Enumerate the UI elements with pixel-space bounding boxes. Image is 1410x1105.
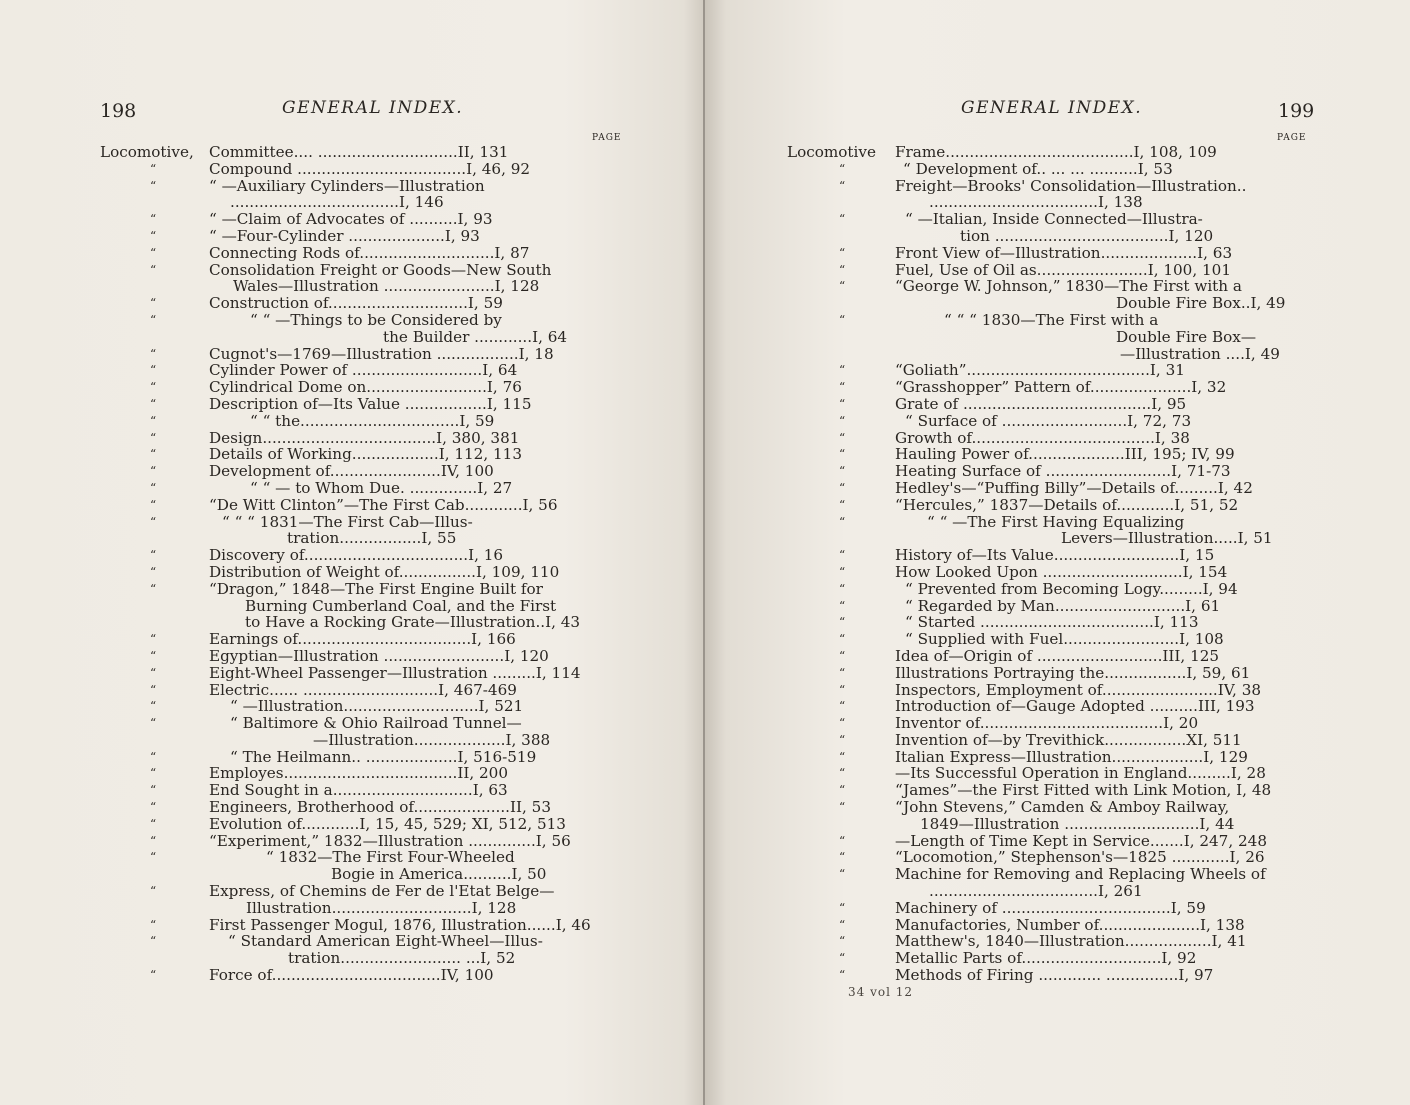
index-entry <box>100 362 626 379</box>
index-entry <box>100 765 626 782</box>
entry-line: Connecting Rods of............................I, 87 <box>209 244 530 262</box>
entry-line: “ —Claim of Advocates of ..........I, 93 <box>209 211 493 228</box>
index-entry <box>100 514 626 548</box>
entry-line: Employes....................................II, 200 <box>209 765 509 783</box>
entry-line: Italian Express—Illustration...................I, 129 <box>895 748 1248 766</box>
entry-line: “ —Illustration............................I, 521 <box>230 698 524 716</box>
index-entry <box>787 430 1305 447</box>
signature-mark: 34 vol 12 <box>848 985 914 999</box>
entry-line: History of—Its Value..........................I, 15 <box>895 547 1215 564</box>
entry-line: Manufactories, Number of.....................I, 138 <box>895 916 1245 934</box>
ditto-mark: “ <box>150 346 157 361</box>
index-entry <box>100 497 626 514</box>
entry-line: Compound ...................................I, 46, 92 <box>209 160 531 178</box>
index-entry <box>787 463 1305 480</box>
entry-line: Idea of—Origin of ..........................III, 125 <box>895 647 1220 665</box>
index-entry <box>787 715 1305 732</box>
entry-line: Hauling Power of....................III, 195; IV, 99 <box>895 446 1235 464</box>
entry-line: Description of—Its Value .................I, 115 <box>209 395 532 413</box>
ditto-mark: “ <box>150 934 157 949</box>
entry-line: How Looked Upon .............................I, 154 <box>895 563 1228 581</box>
entry-line: “Dragon,” 1848—The First Engine Built for <box>209 580 543 598</box>
entry-line: Electric...... ............................I, 467-469 <box>209 681 517 699</box>
entry-line: “ Started ....................................I, 113 <box>905 614 1199 632</box>
entry-line: Bogie in America..........I, 50 <box>331 866 547 884</box>
entry-line: “John Stevens,” Camden & Amboy Railway, <box>895 799 1230 816</box>
index-entry <box>787 514 1305 548</box>
ditto-mark: “ <box>839 900 846 915</box>
entry-line: “ “ — to Whom Due. ..............I, 27 <box>250 479 513 497</box>
index-entry <box>100 849 626 883</box>
index-entry <box>787 497 1305 514</box>
entry-line: End Sought in a.............................I, 63 <box>209 782 508 800</box>
index-entry <box>787 178 1305 212</box>
index-entry <box>100 346 626 363</box>
entry-line: —Its Successful Operation in England.........I, 28 <box>895 765 1266 783</box>
ditto-mark: “ <box>150 648 157 663</box>
ditto-mark: “ <box>150 178 157 193</box>
index-entry <box>100 749 626 766</box>
entry-line: —Illustration ....I, 49 <box>1120 345 1280 363</box>
index-entry <box>100 480 626 497</box>
index-entry <box>100 463 626 480</box>
ditto-mark: “ <box>150 699 157 714</box>
entry-line: “ Regarded by Man...........................I, 61 <box>905 597 1221 615</box>
ditto-mark: “ <box>150 800 157 815</box>
ditto-mark: “ <box>839 833 846 848</box>
index-entry <box>787 950 1305 967</box>
index-entry <box>787 833 1305 850</box>
entry-line: Evolution of............I, 15, 45, 529; XI, 512, 513 <box>209 815 566 833</box>
ditto-mark: “ <box>150 665 157 680</box>
ditto-mark: “ <box>839 464 846 479</box>
index-entries <box>787 144 1305 984</box>
index-entry <box>100 446 626 463</box>
entry-line: Illustrations Portraying the.................I, 59, 61 <box>895 664 1251 682</box>
ditto-mark: “ <box>839 800 846 815</box>
entry-line: Eight-Wheel Passenger—Illustration .........I, 114 <box>209 664 581 682</box>
ditto-mark: “ <box>839 598 846 613</box>
ditto-mark: “ <box>150 564 157 579</box>
index-entry <box>787 581 1305 598</box>
entry-line: “Locomotion,” Stephenson's—1825 ............I, 26 <box>895 849 1265 867</box>
index-entry <box>787 849 1305 866</box>
index-entry <box>787 245 1305 262</box>
entry-line: Double Fire Box..I, 49 <box>1116 295 1286 312</box>
entry-line: Inspectors, Employment of........................IV, 38 <box>895 681 1262 699</box>
ditto-mark: “ <box>150 682 157 697</box>
entry-line: ...................................I, 138 <box>929 194 1143 212</box>
ditto-mark: “ <box>150 262 157 277</box>
index-entries <box>100 144 626 984</box>
index-entry <box>787 749 1305 766</box>
ditto-mark: “ <box>150 632 157 647</box>
entry-line: Inventor of......................................I, 20 <box>895 715 1199 732</box>
entry-line: Double Fire Box— <box>1116 328 1257 346</box>
ditto-mark: “ <box>150 245 157 260</box>
entry-line: “Experiment,” 1832—Illustration ..............I, 56 <box>209 832 571 850</box>
running-head: GENERAL INDEX. <box>282 98 464 118</box>
index-entry <box>787 144 1305 161</box>
ditto-mark: “ <box>839 396 846 411</box>
index-entry <box>787 446 1305 463</box>
ditto-mark: “ <box>839 430 846 445</box>
ditto-mark: “ <box>839 380 846 395</box>
index-entry <box>100 564 626 581</box>
ditto-mark: “ <box>150 833 157 848</box>
index-entry <box>100 228 626 245</box>
ditto-mark: “ <box>839 279 846 294</box>
ditto-mark: “ <box>839 178 846 193</box>
index-entry <box>100 262 626 296</box>
index-entry <box>100 833 626 850</box>
ditto-mark: “ <box>150 296 157 311</box>
entry-line: “ The Heilmann.. ...................I, 516-519 <box>230 748 537 766</box>
index-entry <box>787 648 1305 665</box>
index-entry <box>787 765 1305 782</box>
ditto-mark: “ <box>150 464 157 479</box>
ditto-mark: “ <box>150 396 157 411</box>
ditto-mark: “ <box>839 867 846 882</box>
ditto-mark: “ <box>839 648 846 663</box>
ditto-mark: “ <box>150 212 157 227</box>
ditto-mark: “ <box>839 447 846 462</box>
ditto-mark: “ <box>150 749 157 764</box>
entry-line: “ “ “ 1831—The First Cab—Illus- <box>222 513 473 531</box>
ditto-mark: “ <box>839 716 846 731</box>
index-entry <box>100 379 626 396</box>
entry-line: “George W. Johnson,” 1830—The First with a <box>895 278 1242 296</box>
ditto-mark: “ <box>839 514 846 529</box>
ditto-mark: “ <box>839 413 846 428</box>
entry-line: Discovery of..................................I, 16 <box>209 547 504 564</box>
ditto-mark: “ <box>839 934 846 949</box>
ditto-mark: “ <box>839 245 846 260</box>
ditto-mark: “ <box>839 682 846 697</box>
ditto-mark: “ <box>839 212 846 227</box>
entry-line: “ “ —Things to be Considered by <box>250 311 502 329</box>
entry-line: Design....................................I, 380, 381 <box>209 429 520 447</box>
index-entry <box>100 312 626 346</box>
ditto-mark: “ <box>839 564 846 579</box>
entry-line: “Grasshopper” Pattern of.....................I, 32 <box>895 379 1227 396</box>
entry-line: Methods of Firing ............. ...............I, 97 <box>895 967 1214 984</box>
entry-line: Growth of......................................I, 38 <box>895 429 1190 447</box>
ditto-mark: “ <box>839 480 846 495</box>
index-entry <box>100 211 626 228</box>
ditto-mark: “ <box>839 312 846 327</box>
index-entry <box>787 967 1305 984</box>
entry-line: Consolidation Freight or Goods—New South <box>209 261 552 279</box>
ditto-mark: “ <box>150 380 157 395</box>
index-entry <box>100 665 626 682</box>
entry-line: Heating Surface of ..........................I, 71-73 <box>895 463 1231 480</box>
ditto-mark: “ <box>150 850 157 865</box>
entry-line: “ —Italian, Inside Connected—Illustra- <box>905 211 1203 228</box>
entry-line: Committee.... .............................II, 131 <box>209 144 509 161</box>
index-entry <box>100 295 626 312</box>
entry-line: Matthew's, 1840—Illustration..................I, 41 <box>895 933 1247 951</box>
entry-line: ...................................I, 146 <box>230 194 444 212</box>
ditto-mark: “ <box>150 581 157 596</box>
index-entry <box>787 564 1305 581</box>
index-entry <box>787 161 1305 178</box>
index-entry <box>100 967 626 984</box>
entry-line: Machinery of ...................................I, 59 <box>895 899 1206 917</box>
index-entry <box>787 665 1305 682</box>
index-entry <box>787 799 1305 833</box>
ditto-mark: “ <box>839 615 846 630</box>
entry-line: Distribution of Weight of................I, 109, 110 <box>209 563 560 581</box>
index-entry <box>787 396 1305 413</box>
ditto-mark: “ <box>150 514 157 529</box>
entry-line: tion ....................................I, 120 <box>960 227 1214 245</box>
index-entry <box>787 362 1305 379</box>
entry-line: Invention of—by Trevithick.................XI, 511 <box>895 731 1242 749</box>
entry-line: “ “ “ 1830—The First with a <box>944 311 1159 329</box>
entry-line: Fuel, Use of Oil as.......................I, 100, 101 <box>895 261 1231 279</box>
entry-line: Cylinder Power of ...........................I, 64 <box>209 362 518 380</box>
entry-line: Burning Cumberland Coal, and the First <box>245 597 557 615</box>
ditto-mark: “ <box>839 850 846 865</box>
ditto-mark: “ <box>839 262 846 277</box>
index-entry <box>100 144 626 161</box>
index-entry <box>100 245 626 262</box>
index-entry <box>100 430 626 447</box>
index-entry <box>100 547 626 564</box>
ditto-mark: “ <box>839 732 846 747</box>
entry-line: “ —Four-Cylinder ....................I, 93 <box>209 227 480 245</box>
index-entry <box>787 682 1305 699</box>
ditto-mark: “ <box>839 363 846 378</box>
page-column-label: PAGE <box>592 133 622 143</box>
entry-line: “ Baltimore & Ohio Railroad Tunnel— <box>230 715 522 732</box>
entry-line: Express, of Chemins de Fer de l'Etat Belge— <box>209 883 555 900</box>
entry-line: “ —Auxiliary Cylinders—Illustration <box>209 177 485 195</box>
page-number: 198 <box>100 100 137 122</box>
ditto-mark: “ <box>150 312 157 327</box>
index-entry <box>100 883 626 917</box>
entry-line: Machine for Removing and Replacing Wheels of <box>895 866 1266 884</box>
entry-line: ...................................I, 261 <box>929 883 1143 900</box>
entry-line: Introduction of—Gauge Adopted ..........III, 193 <box>895 698 1255 716</box>
ditto-mark: “ <box>839 917 846 932</box>
index-entry <box>100 648 626 665</box>
ditto-mark: “ <box>839 699 846 714</box>
entry-line: Force of...................................IV, 100 <box>209 967 494 984</box>
entry-line: Development of.......................IV, 100 <box>209 463 494 480</box>
ditto-mark: “ <box>150 816 157 831</box>
page-number: 199 <box>1278 100 1315 122</box>
entry-line: “ Supplied with Fuel........................I, 108 <box>905 631 1224 648</box>
entry-line: “ Standard American Eight-Wheel—Illus- <box>228 933 543 951</box>
ditto-mark: “ <box>839 749 846 764</box>
entry-heading: Locomotive <box>787 143 876 161</box>
index-entry <box>787 278 1305 312</box>
index-entry <box>787 262 1305 279</box>
index-entry <box>787 900 1305 917</box>
ditto-mark: “ <box>150 766 157 781</box>
ditto-mark: “ <box>839 665 846 680</box>
index-entry <box>100 715 626 749</box>
index-entry <box>787 480 1305 497</box>
index-entry <box>100 413 626 430</box>
ditto-mark: “ <box>839 766 846 781</box>
ditto-mark: “ <box>839 632 846 647</box>
ditto-mark: “ <box>150 548 157 563</box>
index-entry <box>787 866 1305 900</box>
index-entry <box>787 917 1305 934</box>
index-entry <box>100 782 626 799</box>
entry-line: Details of Working..................I, 112, 113 <box>209 446 522 464</box>
entry-line: Cylindrical Dome on.........................I, 76 <box>209 379 522 396</box>
entry-line: Cugnot's—1769—Illustration .................I, 18 <box>209 345 554 363</box>
ditto-mark: “ <box>150 430 157 445</box>
ditto-mark: “ <box>839 161 846 176</box>
entry-line: “ “ the.................................I, 59 <box>250 412 495 430</box>
index-entry <box>100 917 626 934</box>
entry-line: Earnings of....................................I, 166 <box>209 631 516 648</box>
index-entry <box>787 413 1305 430</box>
ditto-mark: “ <box>150 497 157 512</box>
index-entry <box>100 178 626 212</box>
entry-line: Grate of .......................................I, 95 <box>895 395 1187 413</box>
index-entry <box>787 782 1305 799</box>
index-entry <box>787 732 1305 749</box>
index-entry <box>787 614 1305 631</box>
index-entry <box>787 698 1305 715</box>
entry-line: Illustration.............................I, 128 <box>246 899 517 917</box>
ditto-mark: “ <box>150 917 157 932</box>
index-entry <box>100 698 626 715</box>
ditto-mark: “ <box>150 716 157 731</box>
index-entry <box>787 547 1305 564</box>
running-head: GENERAL INDEX. <box>961 98 1143 118</box>
ditto-mark: “ <box>150 968 157 983</box>
ditto-mark: “ <box>150 161 157 176</box>
ditto-mark: “ <box>150 480 157 495</box>
index-entry <box>100 581 626 631</box>
entry-line: —Illustration...................I, 388 <box>313 731 551 749</box>
index-entry <box>100 816 626 833</box>
entry-line: tration......................... ...I, 52 <box>288 950 516 968</box>
index-entry <box>787 312 1305 362</box>
entry-line: Levers—Illustration.....I, 51 <box>1061 530 1273 548</box>
entry-line: Construction of.............................I, 59 <box>209 295 503 312</box>
index-entry <box>787 598 1305 615</box>
ditto-mark: “ <box>150 363 157 378</box>
entry-line: “Goliath”......................................I, 31 <box>895 362 1185 380</box>
entry-line: Metallic Parts of.............................I, 92 <box>895 950 1197 968</box>
ditto-mark: “ <box>839 581 846 596</box>
entry-line: “ Prevented from Becoming Logy.........I, 94 <box>905 580 1238 598</box>
entry-line: “ “ —The First Having Equalizing <box>927 513 1185 531</box>
entry-line: “ Surface of ..........................I, 72, 73 <box>905 412 1192 430</box>
ditto-mark: “ <box>150 413 157 428</box>
entry-line: “ Development of.. ... ... ..........I, 53 <box>903 160 1173 178</box>
ditto-mark: “ <box>150 228 157 243</box>
entry-line: First Passenger Mogul, 1876, Illustration......I, 46 <box>209 916 591 934</box>
index-entry <box>100 933 626 967</box>
index-entry <box>787 379 1305 396</box>
ditto-mark: “ <box>839 783 846 798</box>
index-entry <box>100 161 626 178</box>
entry-line: “James”—the First Fitted with Link Motion, I, 48 <box>895 782 1272 800</box>
index-entry <box>787 211 1305 245</box>
index-entry <box>787 631 1305 648</box>
entry-line: —Length of Time Kept in Service.......I, 247, 248 <box>895 832 1267 850</box>
ditto-mark: “ <box>150 447 157 462</box>
entry-line: Wales—Illustration .......................I, 128 <box>233 278 540 296</box>
index-entry <box>787 933 1305 950</box>
page-column-label: PAGE <box>1277 133 1307 143</box>
ditto-mark: “ <box>839 548 846 563</box>
ditto-mark: “ <box>839 968 846 983</box>
ditto-mark: “ <box>839 497 846 512</box>
ditto-mark: “ <box>839 951 846 966</box>
entry-line: to Have a Rocking Grate—Illustration..I, 43 <box>245 614 581 632</box>
entry-line: “De Witt Clinton”—The First Cab............I, 56 <box>209 496 558 514</box>
entry-line: tration.................I, 55 <box>287 530 457 548</box>
index-entry <box>100 799 626 816</box>
entry-line: Front View of—Illustration....................I, 63 <box>895 244 1233 262</box>
entry-line: Freight—Brooks' Consolidation—Illustration.. <box>895 177 1247 195</box>
entry-line: “Hercules,” 1837—Details of............I, 51, 52 <box>895 496 1239 514</box>
entry-heading: Locomotive, <box>100 143 194 161</box>
entry-line: Egyptian—Illustration .........................I, 120 <box>209 647 549 665</box>
entry-line: Engineers, Brotherhood of....................II, 53 <box>209 799 551 816</box>
entry-line: Hedley's—“Puffing Billy”—Details of.........I, 42 <box>895 479 1253 497</box>
index-entry <box>100 396 626 413</box>
entry-line: 1849—Illustration ............................I, 44 <box>920 815 1235 833</box>
ditto-mark: “ <box>150 884 157 899</box>
entry-line: Frame.......................................I, 108, 109 <box>895 144 1217 161</box>
ditto-mark: “ <box>150 783 157 798</box>
entry-line: the Builder ............I, 64 <box>383 328 568 346</box>
index-entry <box>100 682 626 699</box>
entry-line: “ 1832—The First Four-Wheeled <box>266 849 515 867</box>
right-page <box>705 0 1410 1105</box>
index-entry <box>100 631 626 648</box>
